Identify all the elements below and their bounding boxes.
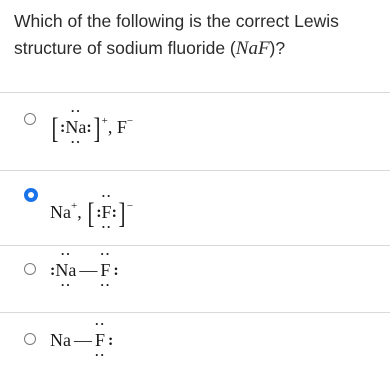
- lone-pair-left: :: [60, 119, 66, 136]
- separator: ,: [77, 202, 82, 222]
- lone-pair-right: :: [86, 119, 92, 136]
- sodium-charge: +: [71, 200, 78, 212]
- right-bracket: ]: [118, 197, 126, 230]
- fluorine-symbol: ·· F ··: [101, 188, 112, 234]
- question-formula: NaF: [235, 38, 270, 59]
- question-text: [14, 8, 376, 62]
- fluorine-symbol: F: [116, 117, 127, 137]
- left-bracket: [: [51, 112, 59, 145]
- fluorine-symbol: ·· F ··: [94, 316, 106, 362]
- lone-pair-top: ··: [94, 316, 106, 331]
- sodium-symbol: ·· Na ··: [65, 103, 87, 149]
- option-c[interactable]: [0, 246, 390, 322]
- lone-pair-left: :: [50, 262, 56, 279]
- option-d[interactable]: [0, 313, 390, 389]
- lone-pair-bottom: ··: [101, 219, 112, 234]
- lone-pair-top: ··: [99, 246, 111, 261]
- fluorine-charge: −: [126, 115, 134, 127]
- radio-option-a[interactable]: [24, 113, 36, 125]
- sodium-charge: +: [101, 115, 108, 127]
- option-b[interactable]: [0, 171, 390, 247]
- option-a[interactable]: [0, 93, 390, 169]
- right-bracket: ]: [93, 112, 101, 145]
- formula-option-c: [50, 246, 119, 292]
- lone-pair-bottom: ··: [70, 134, 82, 149]
- radio-option-c[interactable]: [24, 263, 36, 275]
- lone-pair-right: :: [108, 332, 114, 349]
- sodium-symbol: Na: [50, 330, 71, 350]
- lone-pair-left: :: [96, 204, 102, 221]
- fluorine-charge: −: [126, 200, 134, 212]
- formula-option-b: [50, 188, 134, 234]
- sodium-symbol: Na: [50, 202, 71, 222]
- lone-pair-right: :: [113, 262, 119, 279]
- lone-pair-bottom: ··: [99, 277, 111, 292]
- lone-pair-top: ··: [70, 103, 82, 118]
- lone-pair-bottom: ··: [94, 347, 106, 362]
- left-bracket: [: [87, 197, 95, 230]
- bond: —: [74, 330, 92, 350]
- fluorine-symbol: ·· F ··: [99, 246, 111, 292]
- lone-pair-top: ··: [101, 188, 112, 203]
- radio-option-b-selected[interactable]: [24, 188, 38, 202]
- lone-pair-top: ··: [60, 246, 72, 261]
- formula-option-d: [50, 316, 114, 362]
- formula-option-a: [50, 103, 134, 149]
- sodium-symbol: ·· Na ··: [55, 246, 77, 292]
- question-suffix: )?: [269, 38, 286, 58]
- radio-option-d[interactable]: [24, 333, 36, 345]
- separator: ,: [107, 117, 113, 137]
- question-body: Which of the following is the correct Lewis structure of sodium fluoride (: [14, 11, 339, 58]
- lone-pair-right: :: [111, 204, 117, 221]
- lone-pair-bottom: ··: [60, 277, 72, 292]
- bond: —: [79, 260, 98, 280]
